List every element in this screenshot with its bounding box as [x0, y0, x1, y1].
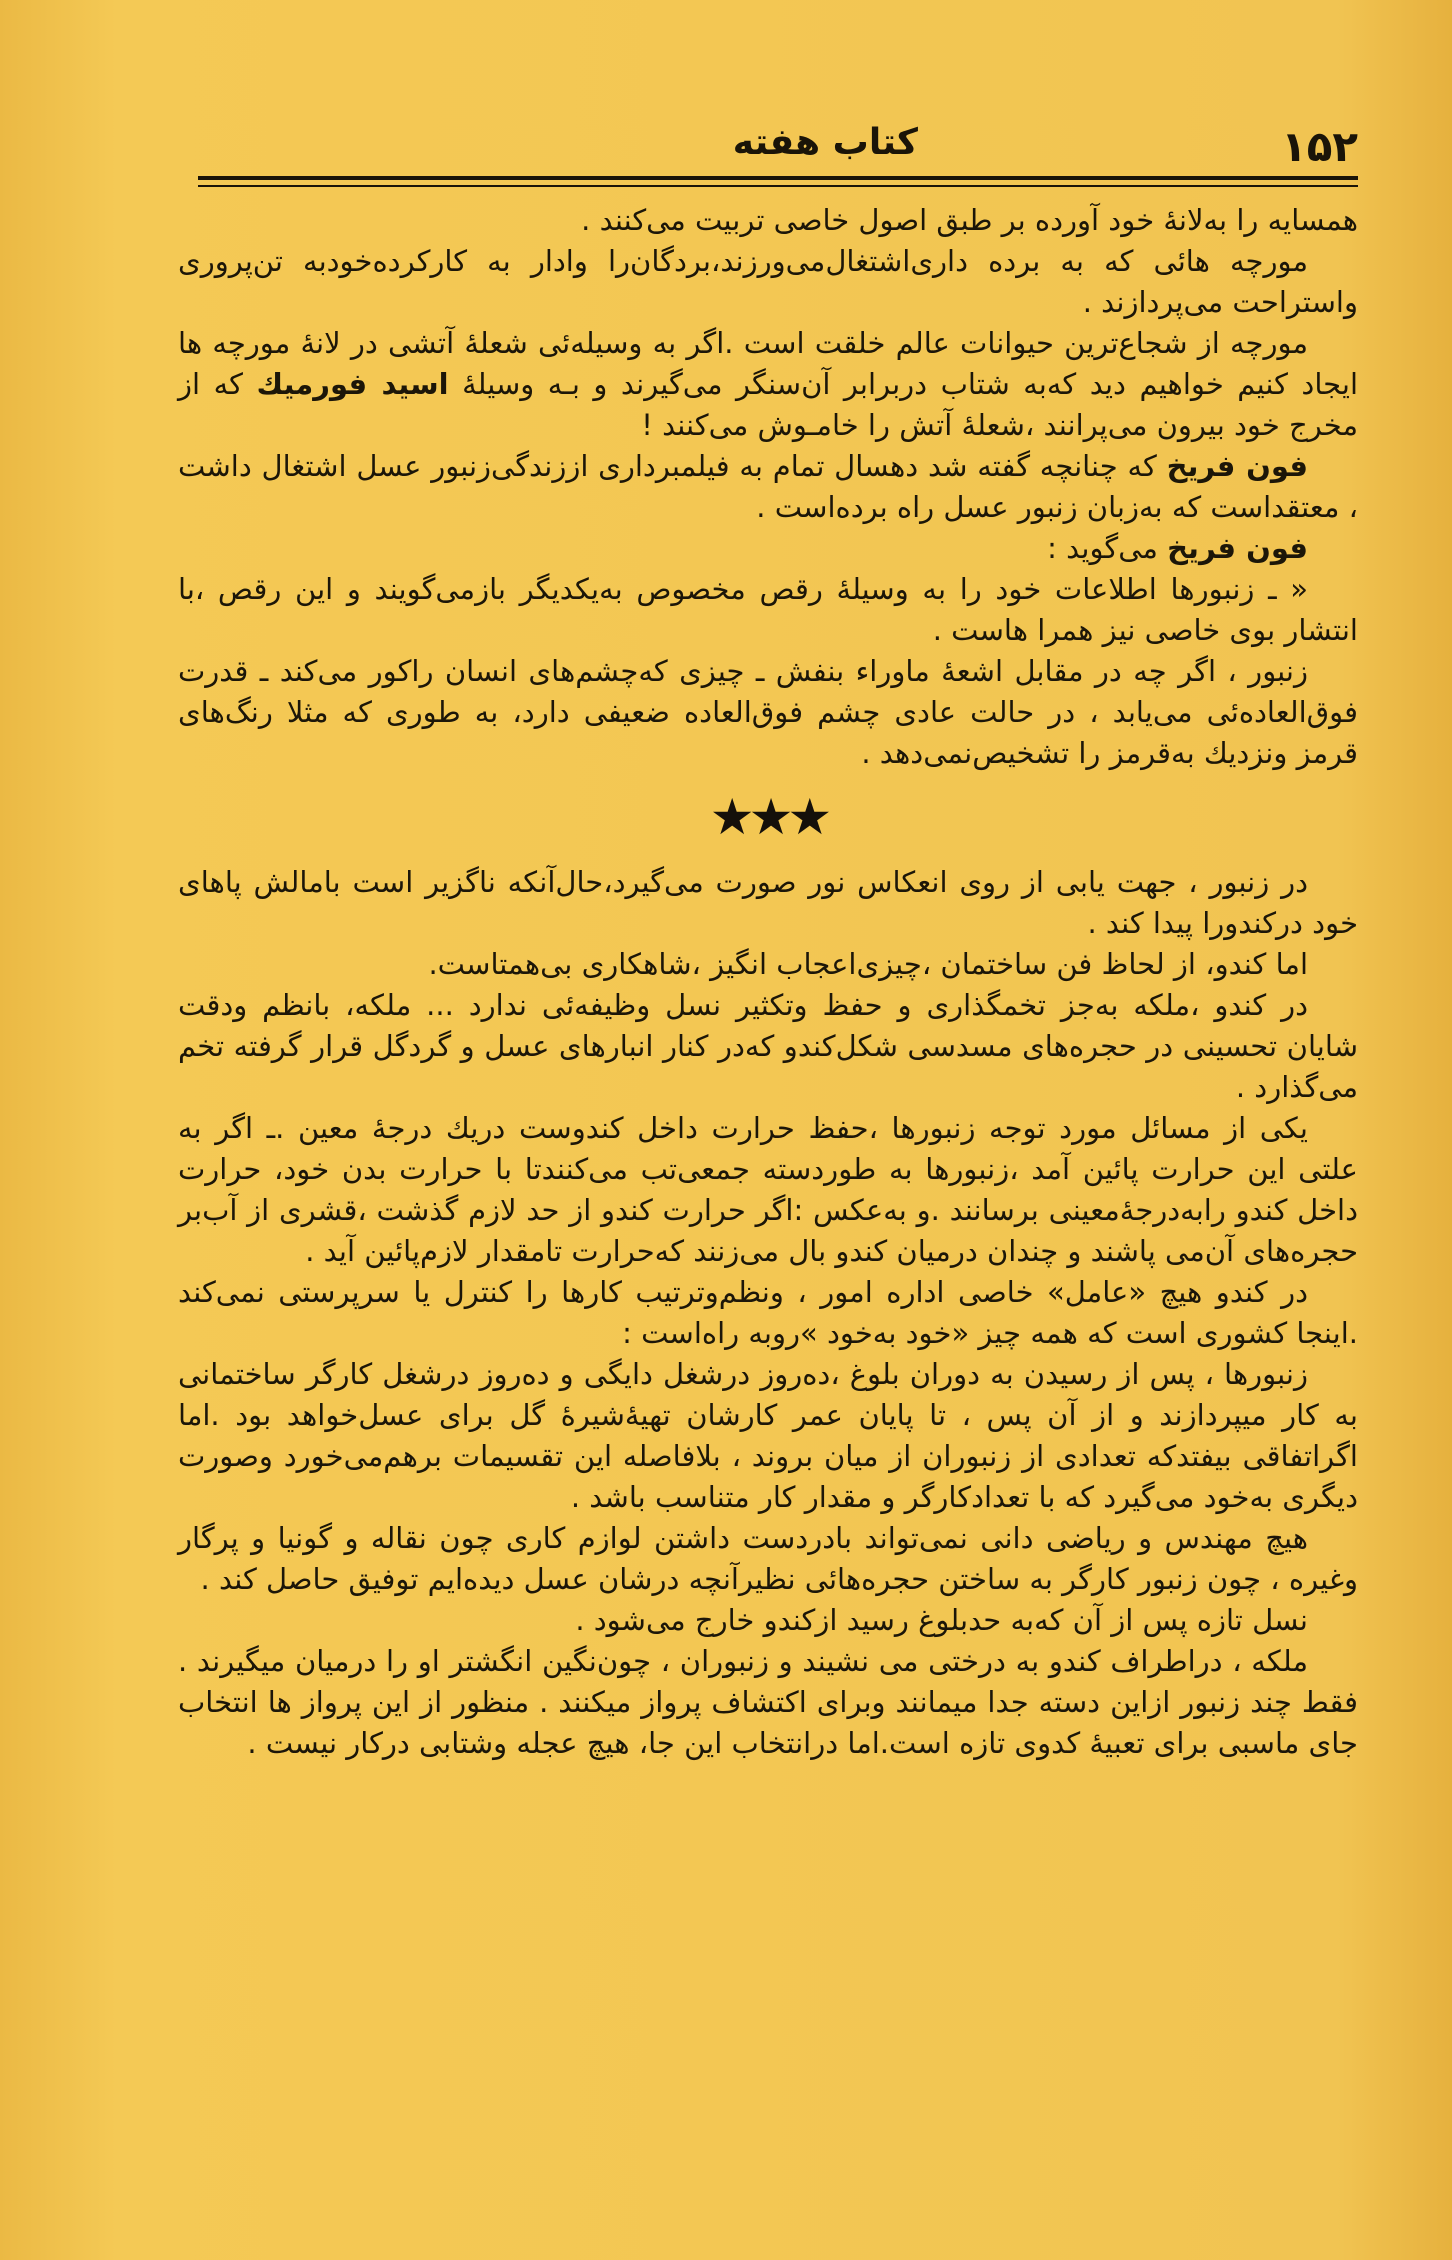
paragraph-text: می‌گوید :: [1047, 531, 1168, 565]
paragraph-text: مورچه از شجاع‌ترین حیوانات عالم خلقت است .اگر به وسیله‌ئی شعلهٔ آتشی در لانهٔ مورچه ها ایجاد کنیم خواهیم دید که‌به شتاب دربرابر آن‌سنگر می‌گیرند و بـه وسیلهٔ: [178, 326, 1359, 401]
section-body: [178, 862, 1358, 1764]
bold-name: فون فریخ: [1167, 531, 1308, 565]
paragraph: در زنبور ، جهت یابی از روی انعکاس نور صورت می‌گیرد،حال‌آنکه ناگزیر است بامالش پاهای خود درکندورا پیدا کند .: [178, 865, 1358, 940]
paragraph: در کندو ،ملکه به‌جز تخمگذاری و حفظ وتکثیر نسل وظیفه‌ئی ندارد ... ملکه، بانظم ودقت شایان تحسینی در حجره‌های مسدسی شکل‌کندو که‌در کنار انبارهای عسل و گردگل قرار گرفته تخم می‌گذارد .: [178, 988, 1358, 1104]
paragraph: [178, 323, 1358, 446]
paragraph: زنبور ، اگر چه در مقابل اشعهٔ ماوراء بنفش ـ چیزی که‌چشم‌های انسان راکور می‌کند ـ قدرت فوق‌العاده‌ئی می‌یابد ، در حالت عادی چشم فوق‌العاده ضعیفی دارد، به طوری که مثلا رنگ‌های قرمز ونزدیك به‌قرمز را تشخیص‌نمی‌دهد .: [178, 654, 1358, 770]
quote-paragraph: « ـ زنبورها اطلاعات خود را به وسیلهٔ رقص مخصوص به‌یکدیگر بازمی‌گویند و این رقص ،با انتشار بوی خاصی نیز همرا ‌هاست .: [178, 572, 1358, 647]
paragraph-text: که از مخرج خود بیرون می‌پرانند ،شعلهٔ آتش را خامـوش می‌کنند !: [178, 367, 1358, 442]
paragraph: یکی از مسائل مورد توجه زنبورها ،حفظ حرارت داخل کندوست دریك درجهٔ معین .ـ اگر به علتی این حرارت پائین آمد ،زنبورها به طوردسته جمعی‌تب می‌کنندتا با حرارت بدن خود، حرارت داخل کندو رابه‌درجهٔ‌معینی برسانند .و به‌عکس :اگر حرارت کندو از حد لازم گذشت ،قشری از آب‌بر حجره‌های آن‌می پاشند و چندان درمیان کندو بال می‌زنند که‌حرارت تامقدار لازم‌پائین آید .: [178, 1111, 1358, 1268]
paragraph: ملکه ، دراطراف کندو به درختی می نشیند و زنبوران ، چون‌نگین انگشتر او را درمیان میگیرند . فقط چند زنبور ازاین دسته جدا میمانند وبرای اکتشاف پرواز میکنند . منظور از این پرواز ها انتخاب جای ماسبی برای تعبیهٔ کدوی تازه است.اما درانتخاب این جا، هیچ عجله وشتابی درکار نیست .: [178, 1644, 1358, 1760]
bold-name: فون فریخ: [1166, 449, 1308, 483]
book-title: کتاب هفته: [732, 122, 918, 163]
paragraph: همسایه را به‌لانهٔ خود آورده بر طبق اصول خاصی تربیت می‌کنند .: [581, 203, 1358, 237]
paragraph: [178, 528, 1358, 569]
paragraph-text: که چنانچه گفته شد دهسال تمام به فیلمبرداری اززندگی‌زنبور عسل اشتغال داشت ، معتقداست که به‌زبان زنبور عسل راه برده‌است .: [178, 449, 1358, 524]
header-rule-thick: [198, 176, 1358, 180]
header-rule-thin: [198, 185, 1358, 187]
article-body: [178, 200, 1358, 1764]
paragraph: هیچ مهندس و ریاضی دانی نمی‌تواند بادردست داشتن لوازم کاری چون نقاله و گونیا و پرگار وغیره ، چون زنبور کارگر به ساختن حجره‌هائی نظیرآنچه درشان عسل دیده‌ایم توفیق حاصل کند .: [178, 1521, 1358, 1596]
page-number: ۱۵۲: [1281, 122, 1358, 171]
paragraph: در کندو هیچ «عامل» خاصی اداره امور ، ونظم‌وترتیب کارها را کنترل یا سرپرستی نمی‌کند .اینجا کشوری است که همه چیز «خود به‌خود »روبه راه‌است :: [178, 1275, 1358, 1350]
paragraph: زنبورها ، پس از رسیدن به دوران بلوغ ،ده‌روز درشغل دایگی و ده‌روز درشغل کارگر ساختمانی به کار میپردازند و از آن پس ، تا پایان عمر کارشان تهیهٔ‌شیرهٔ گل برای عسل‌خواهد بود .اما اگراتفاقی بیفتدکه تعدادی از زنبوران از میان بروند ، بلافاصله این تقسیمات برهم‌می‌خورد وصورت دیگری به‌خود می‌گیرد که با تعدادکارگر و مقدار کار متناسب باشد .: [178, 1357, 1358, 1514]
paragraph: [178, 446, 1358, 528]
paragraph: مورچه هائی که به برده داری‌اشتغال‌می‌ورزند،بردگان‌را وادار به کارکرده‌خودبه تن‌پروری واستراحت می‌پردازند .: [178, 244, 1358, 319]
paragraph: اما کندو، از لحاظ فن ساختمان ،چیزی‌اعجاب انگیز ،شاهکاری بی‌همتاست.: [428, 947, 1308, 981]
paragraph: نسل تازه پس از آن که‌به حدبلوغ رسید ازکندو خارج می‌شود .: [575, 1603, 1308, 1637]
running-head: [198, 118, 1358, 178]
section-separator-stars: ★★★: [709, 788, 827, 846]
bold-term: اسید فورمیك: [256, 367, 449, 401]
